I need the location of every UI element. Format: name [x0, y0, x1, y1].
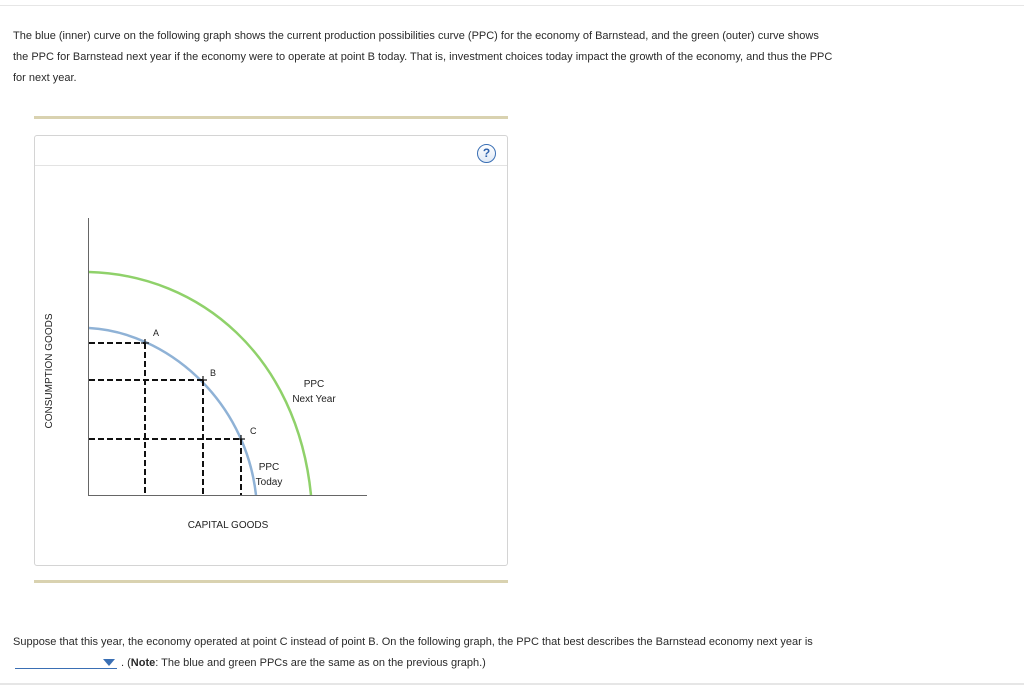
x-axis-label: CAPITAL GOODS	[187, 520, 269, 531]
ppc-today-label-line2: Today	[255, 477, 283, 488]
question-paragraph	[13, 632, 833, 674]
point-c-marker	[237, 435, 245, 443]
note-text: : The blue and green PPCs are the same as on the previous graph.)	[155, 657, 486, 669]
ppc-next-year-label-line2: Next Year	[292, 394, 336, 405]
help-button[interactable]: ?	[477, 144, 496, 163]
question-text: Suppose that this year, the economy operated at point C instead of point B. On the following graph, the PPC that best describes the Barnstead economy next year is	[13, 636, 813, 648]
point-c-label: C	[250, 426, 257, 436]
graph-panel	[34, 135, 508, 566]
question-text-after: . (	[121, 657, 131, 669]
ppc-next-year-label-line1: PPC	[303, 379, 325, 390]
graph-top-divider	[34, 116, 508, 119]
ppc-today-curve	[89, 328, 256, 495]
note-label: Note	[130, 657, 156, 669]
point-a-label: A	[153, 328, 160, 338]
graph-bottom-divider	[34, 580, 508, 583]
ppc-graph	[35, 136, 507, 565]
y-axis-label: CONSUMPTION GOODS	[44, 313, 55, 429]
intro-paragraph: The blue (inner) curve on the following graph shows the current production possibilities curve (PPC) for the economy of Barnstead, and the green (outer) curve shows the PPC for Barnstead next year if the economy were to operate at point B today. That is, investment choices today impact the growth of the economy, and thus the PPC for next year.	[13, 30, 833, 84]
answer-dropdown[interactable]	[15, 655, 117, 669]
ppc-today-label-line1: PPC	[258, 462, 280, 473]
point-b-label: B	[210, 368, 217, 378]
chevron-down-icon	[103, 659, 115, 666]
top-divider	[0, 5, 1024, 6]
point-b-marker	[199, 376, 207, 384]
